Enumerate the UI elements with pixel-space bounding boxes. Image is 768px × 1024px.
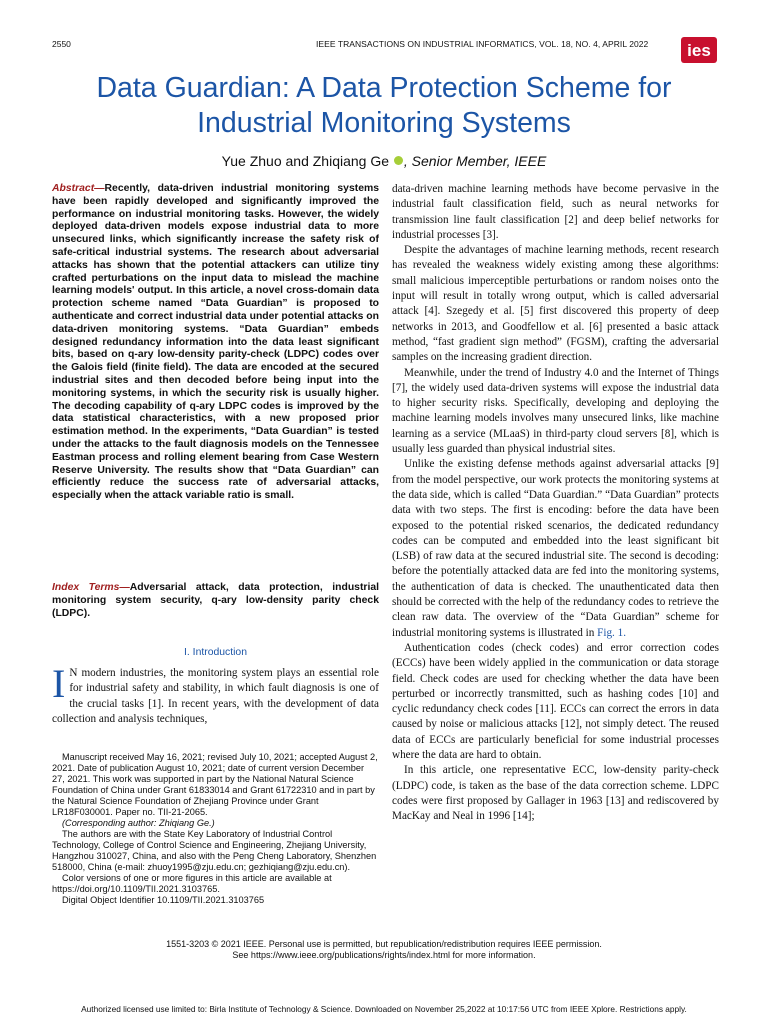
intro-paragraph xyxy=(52,661,379,727)
author-line xyxy=(40,153,728,169)
paper-title: Data Guardian: A Data Protection Scheme for Industrial Monitoring Systems xyxy=(96,72,672,139)
section-heading: I. Introduction xyxy=(184,647,247,658)
index-terms-label: Index Terms— xyxy=(52,582,130,593)
ies-logo-text: ies xyxy=(687,41,711,60)
paragraph-text: Unlike the existing defense methods against adversarial attacks [9] from the model perspective, our work protects the monitoring systems at the data side, which is called “Data Guardian.” “Data Guardian” protects data with two steps. The first is encoding: before the data have been exposed to the potential risked scenarios, the dedicated redundancy codes can be computed and embedded into the least significant bit (LSB) of raw data at the secured industrial site. The second is decoding: before the potentially attacked data are fed into the monitoring systems, the authentication of data is checked. The unauthenticated data then should be corrected with the help of the redundancy codes to retrieve the clean raw data. The overview of the “Data Guardian” scheme for industrial monitoring systems is illustrated in xyxy=(392,458,719,639)
footnotes xyxy=(52,752,379,906)
download-notice: Authorized licensed use limited to: Birla Institute of Technology & Science. Downloaded on November 25,2022 at 10:17:56 UTC from IEEE Xplore. Restrictions apply. xyxy=(81,1004,687,1014)
author-names: Yue Zhuo and Zhiqiang Ge xyxy=(221,153,390,169)
rights-line: See https://www.ieee.org/publications/rights/index.html for more information. xyxy=(232,950,536,960)
index-terms-text: Adversarial attack, data protection, industrial monitoring system security, q-ary low-density parity check (LDPC). xyxy=(52,582,379,619)
author-membership: , Senior Member, IEEE xyxy=(403,153,547,169)
paragraph: In this article, one representative ECC, low-density parity-check (LDPC) code, is taken as the base of the data correction scheme. LDPC codes were first proposed by Gallager in 1963 [13] and rediscovered by MacKay and Neal in 1996 [14]; xyxy=(392,764,719,823)
footnote-doi: Digital Object Identifier 10.1109/TII.2021.3103765 xyxy=(62,895,265,905)
footnote-color: Color versions of one or more figures in this article are available at https://doi.org/10.1109/TII.2021.3103765. xyxy=(52,873,332,894)
abstract-text: Recently, data-driven industrial monitoring systems have been rapidly developed and significantly improved the performance on industrial monitoring tasks. However, the widely deployed data-driven models expose industrial data to more unsecured links, which significantly increase the safety risk of safe-critical industrial systems. The research about adversarial attacks has shown that the potential attackers can utilize tiny crafted perturbations on the input data to mislead the machine learning models' output. In this article, a novel cross-domain data protection scheme named “Data Guardian” is proposed to authenticate and correct industrial data under potential attacks on data-driven monitoring systems. “Data Guardian” embeds designed redundancy information into the data least significant bits, based on q-ary low-density parity-check (LDPC) codes over the Galois field (finite field). The data are encoded at the secured industrial sites and then decoded before being input into the monitoring systems, in which the security risk is usually higher. The decoding capability of q-ary LDPC codes is improved by the data statistical characteristics, with a new proposed prior estimation method. In the experiments, “Data Guardian” is tested under the attacks to the fault diagnosis models on the Tennessee Eastman process and rolling element bearing from Case Western Reserve University. The results show that “Data Guardian” can efficiently reduce the success rate of adversarial attacks, especially when the attack variable ratio is small. xyxy=(52,183,379,502)
paragraph: data-driven machine learning methods have become pervasive in the industrial fault classification field, such as neural networks for transmission line fault classification [2] and deep belief networks for industrial processes [3]. xyxy=(392,183,719,241)
intro-text: N modern industries, the monitoring system plays an essential role for industrial safety and stability, in which fault diagnosis is one of the crucial tasks [1]. In recent years, with the development of data collection and analysis techniques, xyxy=(52,667,379,725)
index-terms xyxy=(52,582,379,620)
journal-reference: IEEE TRANSACTIONS ON INDUSTRIAL INFORMATICS, VOL. 18, NO. 4, APRIL 2022 xyxy=(316,39,649,49)
page-number: 2550 xyxy=(52,39,71,49)
paragraph: Despite the advantages of machine learning methods, recent research has revealed the weakness widely existing among these algorithms: small malicious imperceptible perturbations or random noises onto the input will result in totally wrong output, which is called adversarial attack [4]. Szegedy et al. [5] first discovered this property of deep networks in 2013, and Goodfellow et al. [6] presented a basic attack method, “fast gradient sign method” (FGSM), crafting the adversarial samples on the increasing gradient direction. xyxy=(392,244,719,364)
paragraph: Authentication codes (check codes) and error correction codes (ECCs) have been widely applied in the communication or data storage field. Check codes are used for checking whether the data have been perturbed or incorrectly transmitted, such as hashing codes [10] and cyclic redundancy check codes [11]. ECCs can correct the errors in data caused by noise or malicious attacks [12], not simply detect. The reused data of ECCs are particularly beneficial for some industrial processes where the data are hard to obtain. xyxy=(392,641,719,761)
right-column xyxy=(392,182,719,824)
abstract-label: Abstract— xyxy=(52,183,105,194)
figure-link[interactable]: Fig. 1. xyxy=(597,626,627,639)
copyright-line: 1551-3203 © 2021 IEEE. Personal use is permitted, but republication/redistribution requires IEEE permission. xyxy=(166,939,602,949)
paragraph: Meanwhile, under the trend of Industry 4.0 and the Internet of Things [7], the widely used data-driven systems will expose the industrial data to higher security risks. Specifically, developing and deploying the machine learning models involves many unsecured links, like machine learning as a service (MLaaS) in third-party cloud servers [8], which is usually less guarded than physical industrial sites. xyxy=(392,366,719,456)
paragraph xyxy=(392,457,719,641)
footnote-received: Manuscript received May 16, 2021; revised July 10, 2021; accepted August 2, 2021. Date of publication August 10, 2021; date of current version December 27, 2021. This work was supported in part by the National Natural Science Foundation of China under Grant 61833014 and Grant 61722310 and in part by the Natural Science Foundation of Zhejiang Province under Grant LR18F030001. Paper no. TII-21-2065. xyxy=(52,752,378,817)
drop-cap: I xyxy=(52,661,66,706)
orcid-icon[interactable] xyxy=(394,156,403,165)
copyright-notice xyxy=(40,939,728,961)
footnote-corresponding: (Corresponding author: Zhiqiang Ge.) xyxy=(62,818,215,828)
abstract xyxy=(52,183,379,503)
ies-logo xyxy=(681,37,717,63)
footnote-affiliation: The authors are with the State Key Laboratory of Industrial Control Technology, College of Control Science and Engineering, Zhejiang University, Hangzhou 310027, China, and also with the Peng Cheng Laboratory, Shenzhen 518000, China (e-mail: zhuoy1995@zju.edu.cn; gezhiqiang@zju.edu.cn). xyxy=(52,829,377,872)
